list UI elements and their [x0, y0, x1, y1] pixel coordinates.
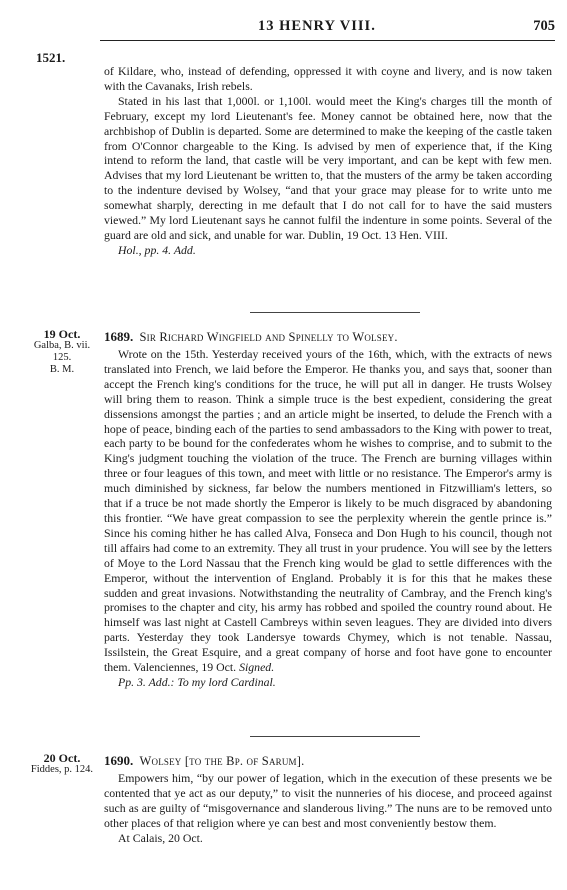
entry-1690-margin — [30, 752, 94, 776]
entry-1689-number: 1689. — [104, 329, 134, 344]
entry-1689-heading — [104, 329, 552, 345]
entry-1689-date: 19 Oct. — [43, 327, 81, 341]
entry-1690-ref-1: Fiddes, p. 124. — [30, 764, 94, 775]
entry-1690-number: 1690. — [104, 753, 134, 768]
page-header — [0, 18, 567, 38]
page-number: 705 — [533, 18, 555, 34]
running-title: 13 HENRY VIII. — [258, 18, 376, 34]
entry-1690-date: 20 Oct. — [43, 751, 81, 765]
entry-1689-ref-2: 125. — [52, 352, 72, 363]
continuation-paragraph-2: Stated in his last that 1,000l. or 1,100l. would meet the King's charges till the month of February, except my lord Lieutenant's fee. Money cannot be obtained here, now that the archbishop of Dublin is departed. Some are determined to make the keeping of the castle taken from O'Connor chargeable to the King. Is advised by men of experience that, if the King intend to reform the land, that castle will be very important, and can be kept with few men. Advises that my lord Lieutenant be written to, that the musters of the army be taken according to the indenture devised by Wolsey, “and that your grace may please for to write unto me somewhat sharply, derecting in me default that I do not call for to have the said musters viewed.” My lord Lieutenant says he cannot fulfil the indenture in some points. Several of the guard are old and sick, and unable for war. Dublin, 19 Oct. 13 Hen. VIII. — [104, 93, 552, 242]
entry-1689-ref-1: Galba, B. vii. — [33, 340, 91, 351]
entry-1689-margin — [30, 328, 94, 376]
header-rule — [100, 40, 555, 41]
entry-1689-text: Wrote on the 15th. Yesterday received yours of the 16th, which, with the extracts of news translated into French, we laid before the Emperor. He thanks you, and says that, sooner than accept the French king's conditions for the truce, he will put all in danger. He trusts Wolsey will bring them to reason. Think a simple truce is the best expedient, considering the great dissensions amongst the parties ; and an article might be inserted, to delude the French with a hope of peace, binding each of the parties to send ambassadors to the King with power to treat, each party to be bound for the confederates whom he wishes to comprise, and to submit to the King's judgment touching the violation of the truce. The French are burning villages within three or four leagues of this town, and meet with little or no resistance. The Emperor's army is much diminished by sickness, far below the numbers mentioned in Fitzwilliam's letters, so that if a truce be not made shortly the Emperor is likely to be much disgraced by abandoning this frontier. “We have great compassion to see the perplexity wherein the gentle prince is.” Since his coming hither he has called Alva, Fonseca and Don Hugh to his council, though not till affairs had come to an extremity. They all trust in your prudence. You will see by the letters of Moye to the Lord Nassau that the French king would be glad to settle differences with the Emperor, without the intervention of England. Probably it is for this that he makes these sudden and great invasions. Notwithstanding the neutrality of Cambray, and the French king's promises to the chapter and city, his army has robbed and spoiled the country round about. He himself was last night at Castell Cambreys within seven leagues. They are divided into divers parts. Yesterday they took Landersye towards Chymey, which is not tenable. Nassau, Issilstein, the Great Esquire, and a great company of horse and foot have gone to encounter them. Valenciennes, 19 Oct. — [104, 347, 552, 675]
entry-1689-body — [104, 347, 552, 690]
year-label: 1521. — [36, 50, 66, 65]
entry-1690-closing: At Calais, 20 Oct. — [118, 830, 203, 845]
section-divider-2 — [250, 736, 420, 737]
entry-1689-signed: Signed. — [239, 660, 275, 675]
continuation-note: Hol., pp. 4. Add. — [118, 242, 196, 257]
entry-1690-body — [104, 771, 552, 846]
entry-1690-text: Empowers him, “by our power of legation, which in the execution of these presents we be contented that ye act as our deputy,” to visit the nunneries of his diocese, and proceed against such as are guilty of “misgovernance and slanderous living.” The nuns are to be removed unto other places of that religion where ye can best and most conveniently bestow them. — [104, 771, 552, 830]
continuation-block — [104, 64, 552, 258]
entry-1689-ref-3: B. M. — [49, 364, 75, 375]
entry-1689-note: Pp. 3. Add.: To my lord Cardinal. — [118, 674, 276, 689]
entry-1690-heading — [104, 753, 552, 769]
entry-1689-title: Sir Richard Wingfield and Spinelly to Wolsey. — [139, 330, 398, 344]
section-divider — [250, 312, 420, 313]
entry-1690-title: Wolsey [to the Bp. of Sarum]. — [139, 754, 305, 768]
continuation-paragraph-1: of Kildare, who, instead of defending, oppressed it with coyne and livery, and is now taken with the Cavanaks, Irish rebels. — [104, 64, 552, 93]
